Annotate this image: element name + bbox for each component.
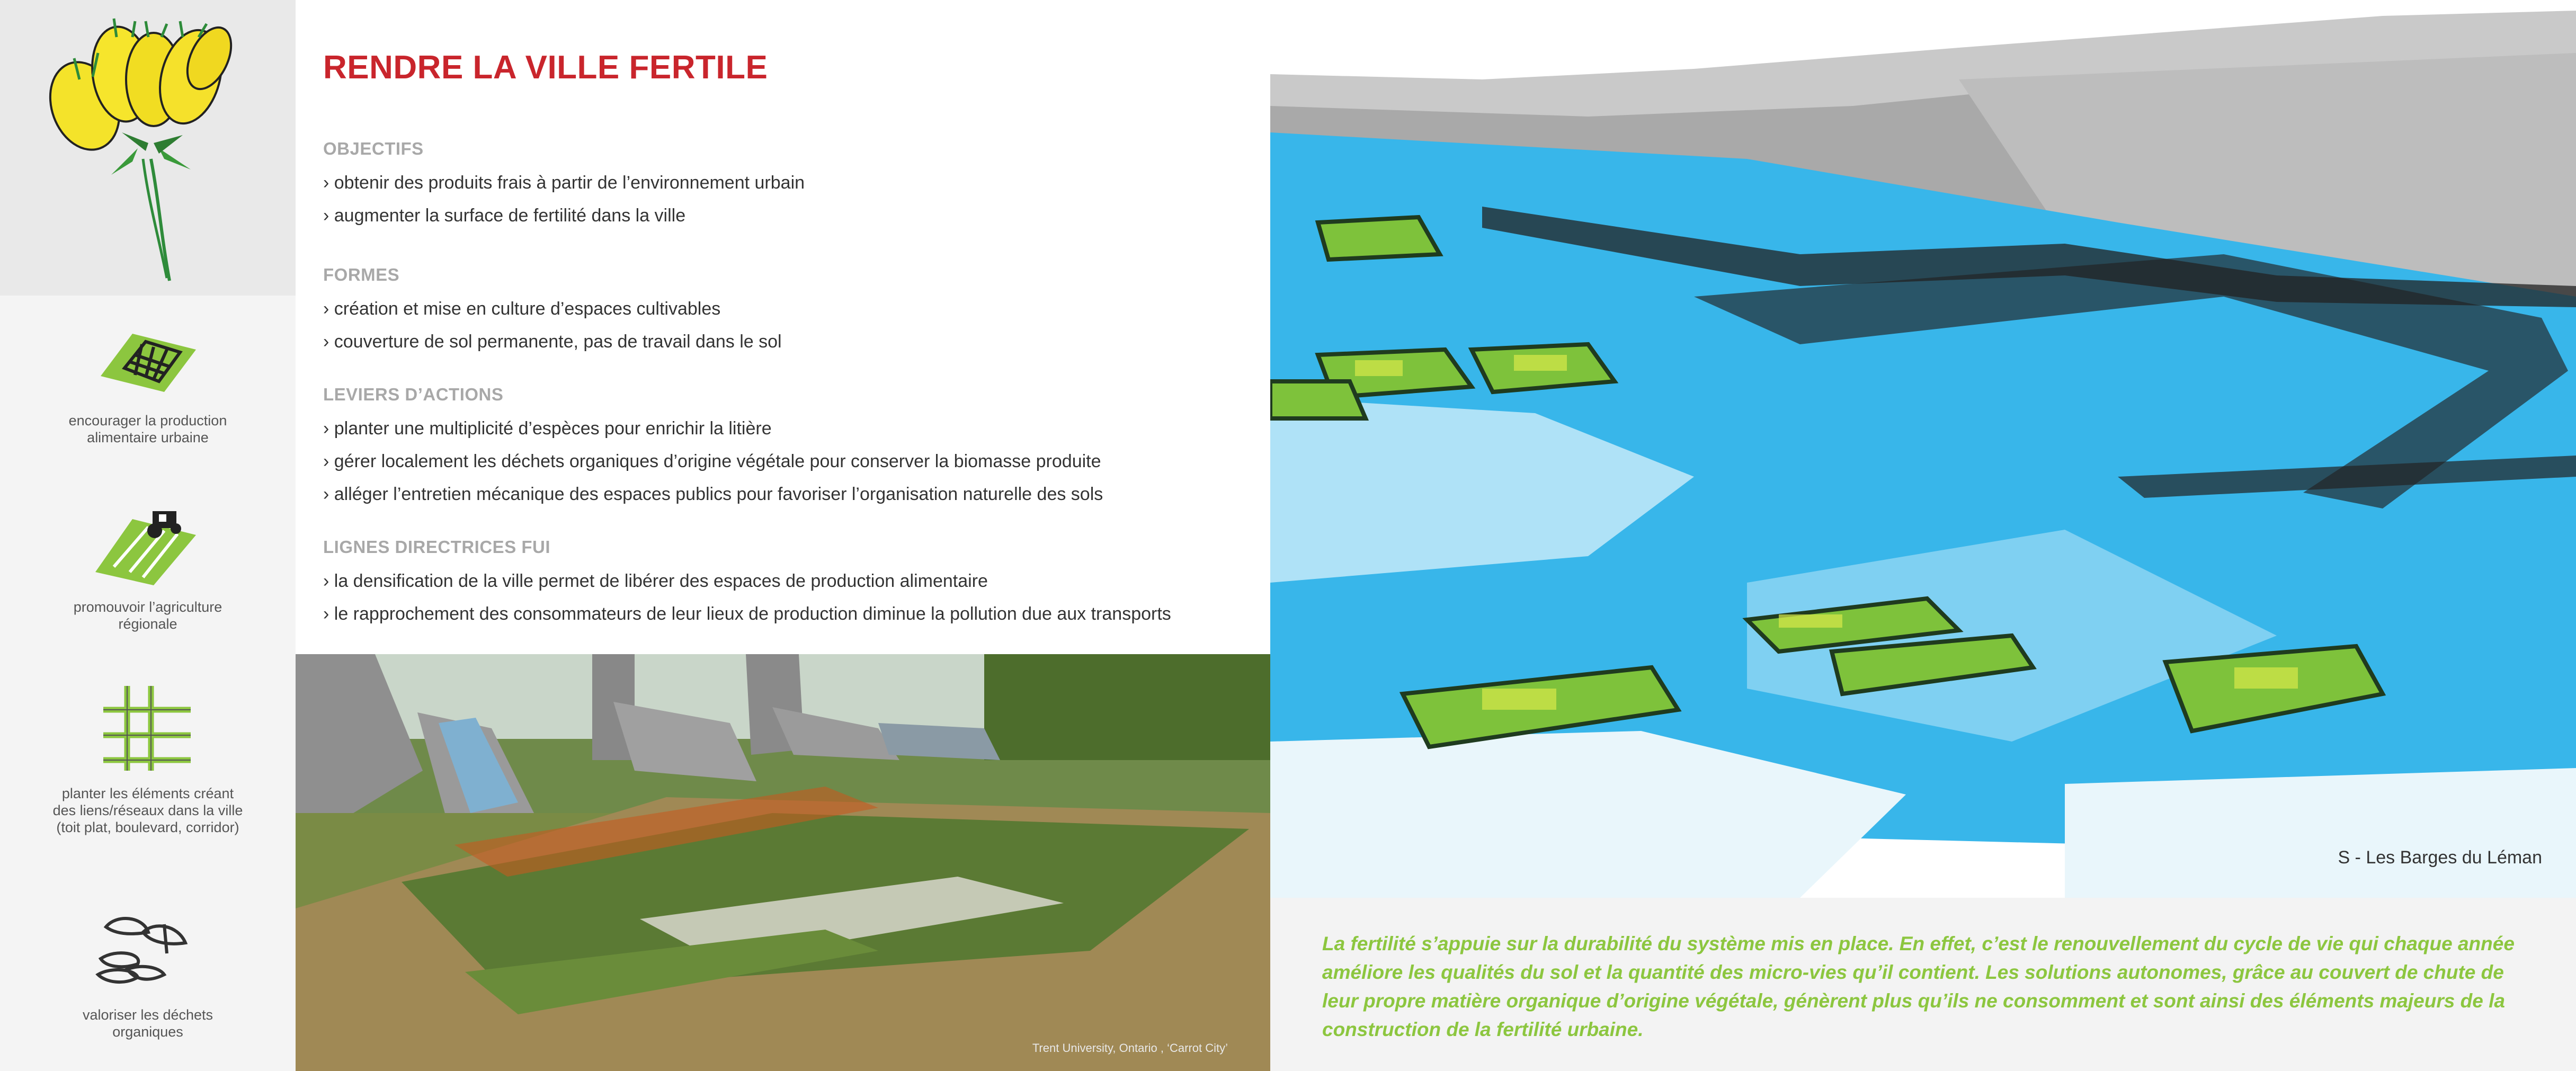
caption-line: organiques (112, 1024, 183, 1040)
caption-line: encourager la production (68, 413, 227, 429)
caption-line: planter les éléments créant (61, 786, 234, 801)
sidebar-item-waste (0, 911, 296, 1049)
sidebar-item-network (0, 683, 296, 842)
quote-box (1270, 898, 2576, 1071)
flower-illustration-box (0, 0, 296, 296)
caption-line: (toit plat, boulevard, corridor) (56, 819, 239, 835)
bullet-item: › gérer localement les déchets organiques d’origine végétale pour conserver la biomasse produite (323, 451, 1101, 471)
bullet-item: › augmenter la surface de fertilité dans la ville (323, 206, 686, 226)
caption-line: alimentaire urbaine (87, 430, 209, 445)
green-roof-scene (296, 654, 1270, 1071)
bullet-item: › la densification de la ville permet de libérer des espaces de production alimentaire (323, 571, 988, 591)
fertility-quote: La fertilité s’appuie sur la durabilité du système mis en place. En effet, c’est le renouvellement du cycle de vie qui chaque année améliore les qualités du sol et la quantité des micro-vies qu’il contient. Les solutions autonomes, grâce au couvert de chute de leur propre matière organique d’origine végétale, génèrent plus qu’ils ne consomment et sont ainsi des éléments majeurs de la construction de la fertilité urbaine. (1322, 933, 2515, 1040)
network-grid-icon (101, 683, 196, 773)
sidebar-item-agriculture (0, 503, 296, 641)
sidebar (0, 0, 296, 1071)
lake-painting (1270, 0, 2576, 898)
grid-plot-icon (95, 323, 201, 403)
photo-credit: Trent University, Ontario , ‘Carrot City’ (1032, 1041, 1228, 1055)
caption-line: valoriser les déchets (82, 1007, 213, 1023)
green-roof-photo (296, 654, 1270, 1071)
tulip-bouquet-icon (0, 0, 296, 296)
caption-line: promouvoir l’agriculture (73, 599, 222, 615)
bullet-item: › planter une multiplicité d’espèces pour enrichir la litière (323, 418, 772, 439)
sidebar-item-production (0, 318, 296, 456)
caption-line: régionale (118, 616, 177, 632)
section-heading-leviers: LEVIERS D’ACTIONS (323, 385, 504, 404)
bullet-item: › couverture de sol permanente, pas de travail dans le sol (323, 332, 782, 352)
organic-waste-icon (85, 911, 201, 996)
tractor-field-icon (90, 503, 201, 588)
section-heading-lignes: LIGNES DIRECTRICES FUI (323, 537, 551, 557)
bullet-item: › obtenir des produits frais à partir de l’environnement urbain (323, 173, 805, 193)
bullet-item: › le rapprochement des consommateurs de leur lieux de production diminue la pollution due aux transports (323, 604, 1171, 624)
page-title: RENDRE LA VILLE FERTILE (323, 49, 768, 86)
bullet-item: › création et mise en culture d’espaces cultivables (323, 299, 721, 319)
painting-caption: S - Les Barges du Léman (2338, 847, 2542, 868)
section-heading-objectifs: OBJECTIFS (323, 139, 424, 158)
caption-line: des liens/réseaux dans la ville (52, 802, 243, 818)
section-heading-formes: FORMES (323, 265, 400, 284)
main-text-panel (296, 0, 1270, 654)
bullet-item: › alléger l’entretien mécanique des espaces publics pour favoriser l’organisation naturelle des sols (323, 484, 1103, 504)
lake-barges-illustration (1270, 0, 2576, 898)
